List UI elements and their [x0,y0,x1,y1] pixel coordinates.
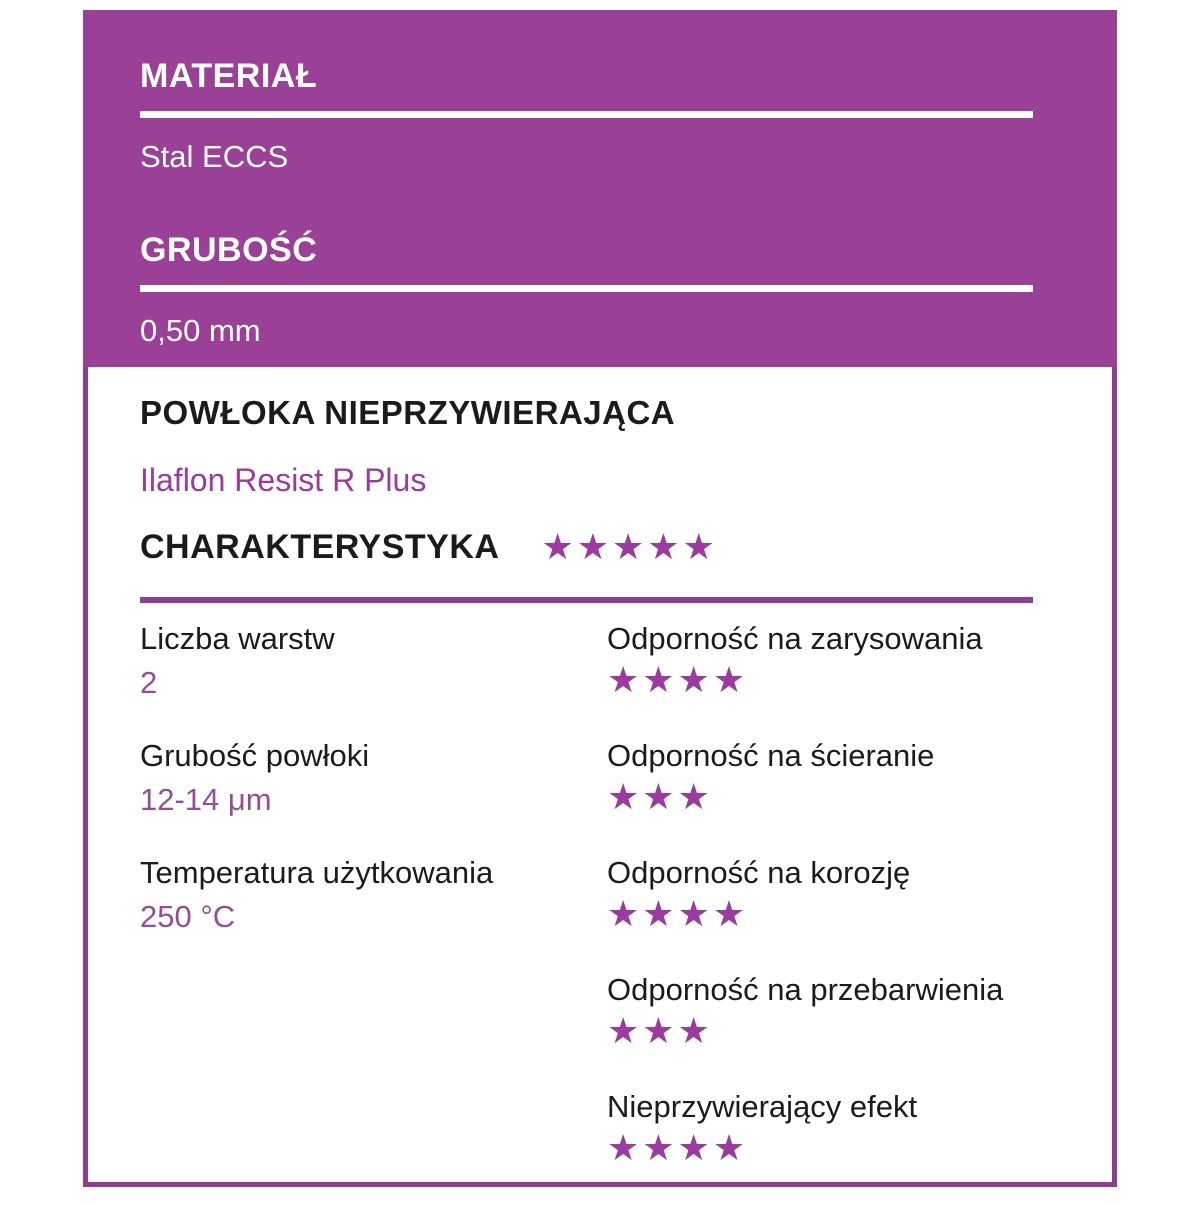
spec-label: Grubość powłoki [140,738,370,773]
product-spec-card [83,10,1117,1187]
coating-section-title: POWŁOKA NIEPRZYWIERAJĄCA [140,394,676,431]
thickness-value: 0,50 mm [140,313,261,348]
spec-label: Liczba warstw [140,621,335,656]
specs-grid [140,620,1112,1205]
thickness-label: GRUBOŚĆ [140,231,318,269]
spec-item-abrasion-resistance [607,737,1112,854]
header-divider [140,285,1033,292]
spec-label: Temperatura użytkowania [140,855,494,890]
characteristics-row [140,525,1112,569]
material-label: MATERIAŁ [140,57,318,95]
rating-stars: ★★★ [607,1010,713,1051]
spec-item-coating-thickness [140,737,607,854]
characteristics-divider [140,597,1033,603]
spec-label: Odporność na zarysowania [607,621,983,656]
spec-value: 250 °C [140,899,236,934]
specs-right-column [607,620,1112,1205]
rating-stars: ★★★★ [607,893,749,934]
spec-label: Odporność na przebarwienia [607,972,1004,1007]
spec-label: Odporność na ścieranie [607,738,935,773]
rating-stars: ★★★★ [607,1127,749,1168]
spec-value: 2 [140,665,158,700]
thickness-section [140,230,1117,349]
overall-rating-stars: ★★★★★ [541,526,718,567]
spec-item-corrosion-resistance [607,854,1112,971]
spec-value: 12-14 μm [140,782,272,817]
card-body [83,367,1117,1187]
spec-item-scratch-resistance [607,620,1112,737]
material-section [140,56,1117,175]
coating-product-name: Ilaflon Resist R Plus [140,462,427,498]
spec-item-discoloration-resistance [607,971,1112,1088]
characteristics-title: CHARAKTERYSTYKA [140,527,500,566]
spec-label: Odporność na korozję [607,855,911,890]
material-value: Stal ECCS [140,139,289,174]
specs-left-column [140,620,607,1205]
card-header [83,10,1117,367]
header-divider [140,111,1033,118]
spec-item-layers [140,620,607,737]
spec-item-usage-temperature [140,854,607,971]
rating-stars: ★★★ [607,776,713,817]
spec-item-nonstick-effect [607,1088,1112,1205]
spec-label: Nieprzywierający efekt [607,1089,918,1124]
rating-stars: ★★★★ [607,659,749,700]
